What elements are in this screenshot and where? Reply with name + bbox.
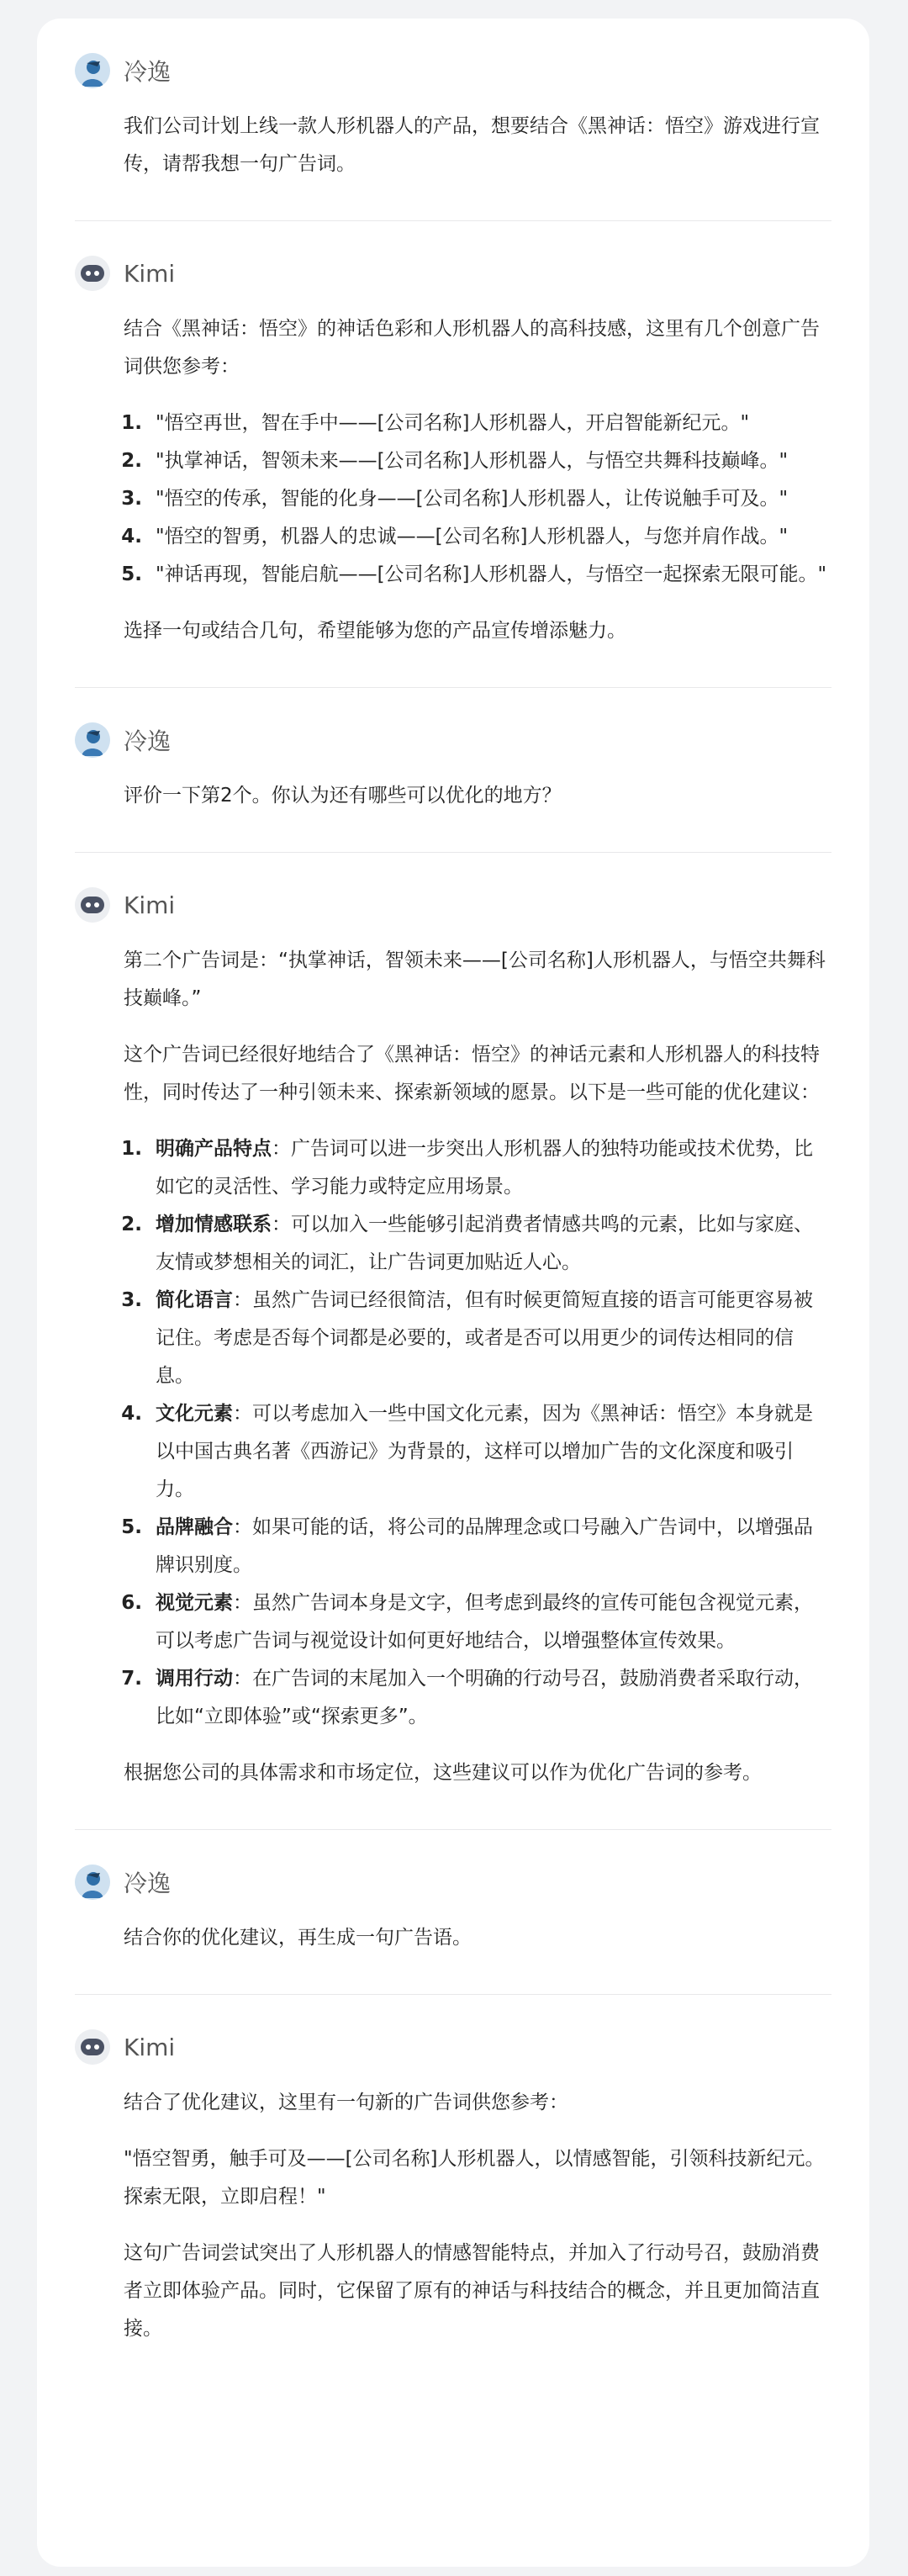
item-title: 品牌融合: [156, 1516, 233, 1538]
user-message-2: [75, 722, 831, 815]
divider: [75, 1994, 831, 1995]
divider: [75, 687, 831, 688]
item-title: 视觉元素: [156, 1592, 233, 1614]
message-intro: 结合《黑神话：悟空》的神话色彩和人形机器人的高科技感，这里有几个创意广告词供您参考：: [124, 318, 820, 378]
chat-card: [37, 19, 869, 2567]
divider: [75, 1829, 831, 1830]
list-item: [149, 1206, 831, 1282]
item-title: 简化语言: [156, 1289, 233, 1311]
item-text: ：虽然广告词已经很简洁，但有时候更简短直接的语言可能更容易被记住。考虑是否每个词都是必要的，或者是否可以用更少的词传达相同的信息。: [156, 1289, 813, 1387]
item-title: 文化元素: [156, 1403, 233, 1425]
item-text: ：可以考虑加入一些中国文化元素，因为《黑神话：悟空》本身就是以中国古典名著《西游记》为背景的，这样可以增加广告的文化深度和吸引力。: [156, 1403, 813, 1500]
list-item: 1. "悟空再世，智在手中——[公司名称]人形机器人，开启智能新纪元。": [149, 405, 831, 442]
user-avatar-icon: [75, 1865, 110, 1900]
bot-message-3: [75, 2029, 831, 2348]
kimi-avatar-icon: [75, 887, 110, 923]
message-text: 评价一下第2个。你认为还有哪些可以优化的地方？: [124, 785, 562, 807]
list-item: 4. "悟空的智勇，机器人的忠诚——[公司名称]人形机器人，与您并肩作战。": [149, 518, 831, 556]
kimi-avatar-icon: [75, 2029, 110, 2065]
slogan-list: [124, 405, 831, 594]
list-item: [149, 1282, 831, 1395]
bot-message-1: [75, 255, 831, 650]
slogan-text: "悟空智勇，触手可及——[公司名称]人形机器人，以情感智能，引领科技新纪元。探索无限，立即启程！": [124, 2148, 825, 2208]
user-message-3: [75, 1864, 831, 1957]
item-text: ：广告词可以进一步突出人形机器人的独特功能或技术优势，比如它的灵活性、学习能力或特定应用场景。: [156, 1138, 813, 1198]
sender-name: 冷逸: [124, 58, 172, 86]
suggestion-list: [124, 1130, 831, 1736]
sender-name: Kimi: [124, 259, 176, 288]
list-item: [149, 1509, 831, 1584]
user-message-1: [75, 52, 831, 183]
message-text: 结合你的优化建议，再生成一句广告语。: [124, 1927, 472, 1949]
divider: [75, 852, 831, 853]
item-title: 明确产品特点: [156, 1138, 272, 1160]
list-item: [149, 1395, 831, 1509]
message-paragraph: 第二个广告词是：“执掌神话，智领未来——[公司名称]人形机器人，与悟空共舞科技巅峰。”: [124, 949, 826, 1009]
user-avatar-icon: [75, 53, 110, 88]
user-avatar-icon: [75, 722, 110, 758]
message-outro: 选择一句或结合几句，希望能够为您的产品宣传增添魅力。: [124, 620, 626, 642]
divider: [75, 220, 831, 221]
list-item: [149, 1660, 831, 1736]
list-item: [149, 1584, 831, 1660]
item-text: ：虽然广告词本身是文字，但考虑到最终的宣传可能包含视觉元素，可以考虑广告词与视觉设计如何更好地结合，以增强整体宣传效果。: [156, 1592, 813, 1652]
message-paragraph: 根据您公司的具体需求和市场定位，这些建议可以作为优化广告词的参考。: [124, 1762, 762, 1784]
bot-message-2: [75, 886, 831, 1792]
sender-name: Kimi: [124, 2033, 176, 2061]
list-item: [149, 1130, 831, 1206]
item-text: ：可以加入一些能够引起消费者情感共鸣的元素，比如与家庭、友情或梦想相关的词汇，让广告词更加贴近人心。: [156, 1214, 813, 1273]
item-text: ：在广告词的末尾加入一个明确的行动号召，鼓励消费者采取行动，比如“立即体验”或“探索更多”。: [156, 1668, 813, 1727]
sender-name: 冷逸: [124, 727, 172, 755]
list-item: 3. "悟空的传承，智能的化身——[公司名称]人形机器人，让传说触手可及。": [149, 480, 831, 518]
list-item: 5. "神话再现，智能启航——[公司名称]人形机器人，与悟空一起探索无限可能。": [149, 556, 831, 594]
sender-name: 冷逸: [124, 1870, 172, 1897]
message-paragraph: 这句广告词尝试突出了人形机器人的情感智能特点，并加入了行动号召，鼓励消费者立即体验产品。同时，它保留了原有的神话与科技结合的概念，并且更加简洁直接。: [124, 2242, 820, 2340]
list-item: 2. "执掌神话，智领未来——[公司名称]人形机器人，与悟空共舞科技巅峰。": [149, 442, 831, 480]
item-text: ：如果可能的话，将公司的品牌理念或口号融入广告词中，以增强品牌识别度。: [156, 1516, 813, 1576]
message-paragraph: 结合了优化建议，这里有一句新的广告词供您参考：: [124, 2092, 568, 2113]
kimi-avatar-icon: [75, 256, 110, 291]
message-text: 我们公司计划上线一款人形机器人的产品，想要结合《黑神话：悟空》游戏进行宣传，请帮我想一句广告词。: [124, 115, 820, 175]
message-paragraph: 这个广告词已经很好地结合了《黑神话：悟空》的神话元素和人形机器人的科技特性，同时传达了一种引领未来、探索新领域的愿景。以下是一些可能的优化建议：: [124, 1044, 820, 1103]
sender-name: Kimi: [124, 891, 176, 919]
item-title: 增加情感联系: [156, 1214, 272, 1235]
item-title: 调用行动: [156, 1668, 233, 1690]
